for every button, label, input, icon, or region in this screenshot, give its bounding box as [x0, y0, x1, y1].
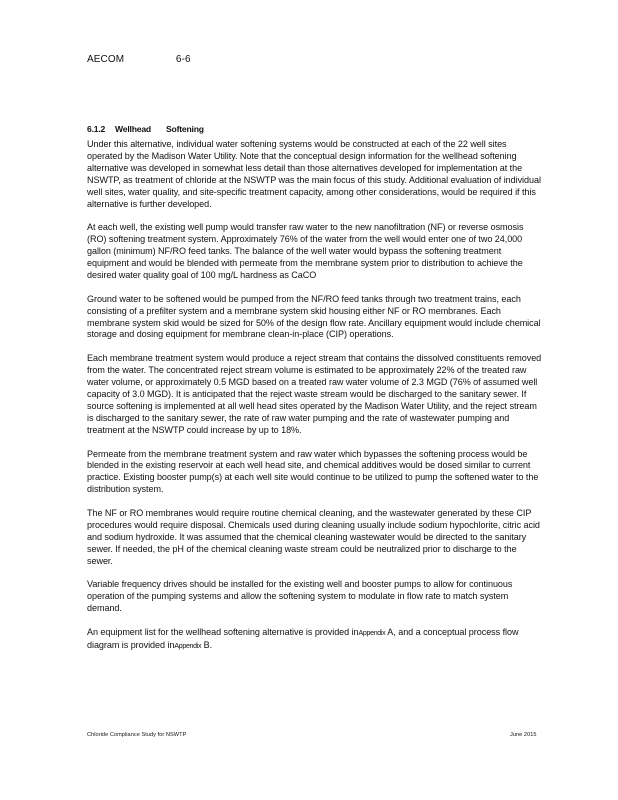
section-body: [87, 139, 543, 665]
paragraph-reject-stream: Each membrane treatment system would produce a reject stream that contains the dissolved constituents removed from the water. The concentrated reject stream volume is estimated to be approximately 22% of the treated raw water volume, or approximately 0.5 MGD based on a treated raw water volume of 2.3 MGD (76% of assumed well capacity of 3.0 MGD). It is anticipated that the reject waste stream would be discharged to the sanitary sewer. If source softening is implemented at all well head sites operated by the Madison Water Utility, and the reject stream is discharged to the sanitary sewer, the rate of raw water pumping and the rate of wastewater pumping and treatment at the NSWTP could increase by up to 18%.: [87, 353, 542, 435]
page-number: 6-6: [175, 54, 191, 65]
footer-title: Chloride Compliance Study for NSWTP: [87, 732, 187, 738]
paragraph-cleaning: The NF or RO membranes would require routine chemical cleaning, and the wastewater generated by these CIP procedures would require disposal. Chemicals used during cleaning usually include sodium hypochlorite, citric acid and sodium hydroxide. It was assumed that the chemical cleaning wastewater would be directed to the sanitary sewer. If needed, the pH of the chemical cleaning waste stream could be neutralized prior to discharge to the sewer.: [87, 508, 540, 566]
paragraph-groundwater: Ground water to be softened would be pumped from the NF/RO feed tanks through two treatment trains, each consisting of a prefilter system and a membrane system skid housing either NF or RO membranes. Each membrane system skid would be sized for 50% of the design flow rate. Ancillary equipment would include chemical storage and dosing equipment for membrane clean-in-place (CIP) operations.: [87, 293, 541, 340]
paragraph-vfd: Variable frequency drives should be installed for the existing well and booster pumps to allow for continuous operation of the pumping systems and allow the softening system to modulate in flow rate to match system demand.: [87, 579, 513, 614]
appendix-b-link[interactable]: Appendix: [174, 642, 202, 650]
paragraph-well-process: At each well, the existing well pump would transfer raw water to the new nanofiltration (NF) or reverse osmosis (RO) softening treatment system. Approximately 76% of the water from the well would enter one of two 24,000 gallon (minimum) NF/RO feed tanks. The balance of the well water would bypass the softening treatment equipment and would be blended with permeate from the membrane system prior to distribution to achieve the desired water quality goal of 100 mg/L hardness as CaCO: [87, 222, 524, 280]
equipment-list-text-1: An equipment list for the wellhead softening alternative is provided in: [87, 627, 359, 638]
section-heading: [87, 124, 204, 134]
paragraph-equipment-list: [87, 627, 543, 653]
footer-date: June 2015: [510, 732, 537, 738]
paragraph-permeate: Permeate from the membrane treatment system and raw water which bypasses the softening process would be blended in the existing reservoir at each well head site, and chemical additives would be dosed similar to current practice. Existing booster pump(s) at each well site would continue to be utilized to pump the softened water to the distribution system.: [87, 448, 539, 495]
page-header: [87, 54, 191, 65]
equipment-list-text-2: A, and a conceptual process flow diagram is provided in: [87, 627, 519, 650]
company-name: AECOM: [87, 54, 125, 65]
appendix-a-link[interactable]: Appendix: [358, 630, 386, 638]
section-title-word-2: Softening: [166, 124, 204, 134]
equipment-list-text-3: B.: [201, 639, 213, 650]
section-number: 6.1.2: [87, 124, 106, 134]
section-title-word-1: Wellhead: [115, 124, 151, 134]
paragraph-intro: Under this alternative, individual water softening systems would be constructed at each of the 22 well sites operated by the Madison Water Utility. Note that the conceptual design information for the wellhead softening alternative was developed in somewhat less detail than those alternatives developed for implementation at the NSWTP, as treatment of chloride at the NSWTP was the main focus of this study. Additional evaluation of individual well sites, water quality, and site-specific treatment capacity, among other considerations, would be required if this alternative is further developed.: [87, 139, 541, 209]
